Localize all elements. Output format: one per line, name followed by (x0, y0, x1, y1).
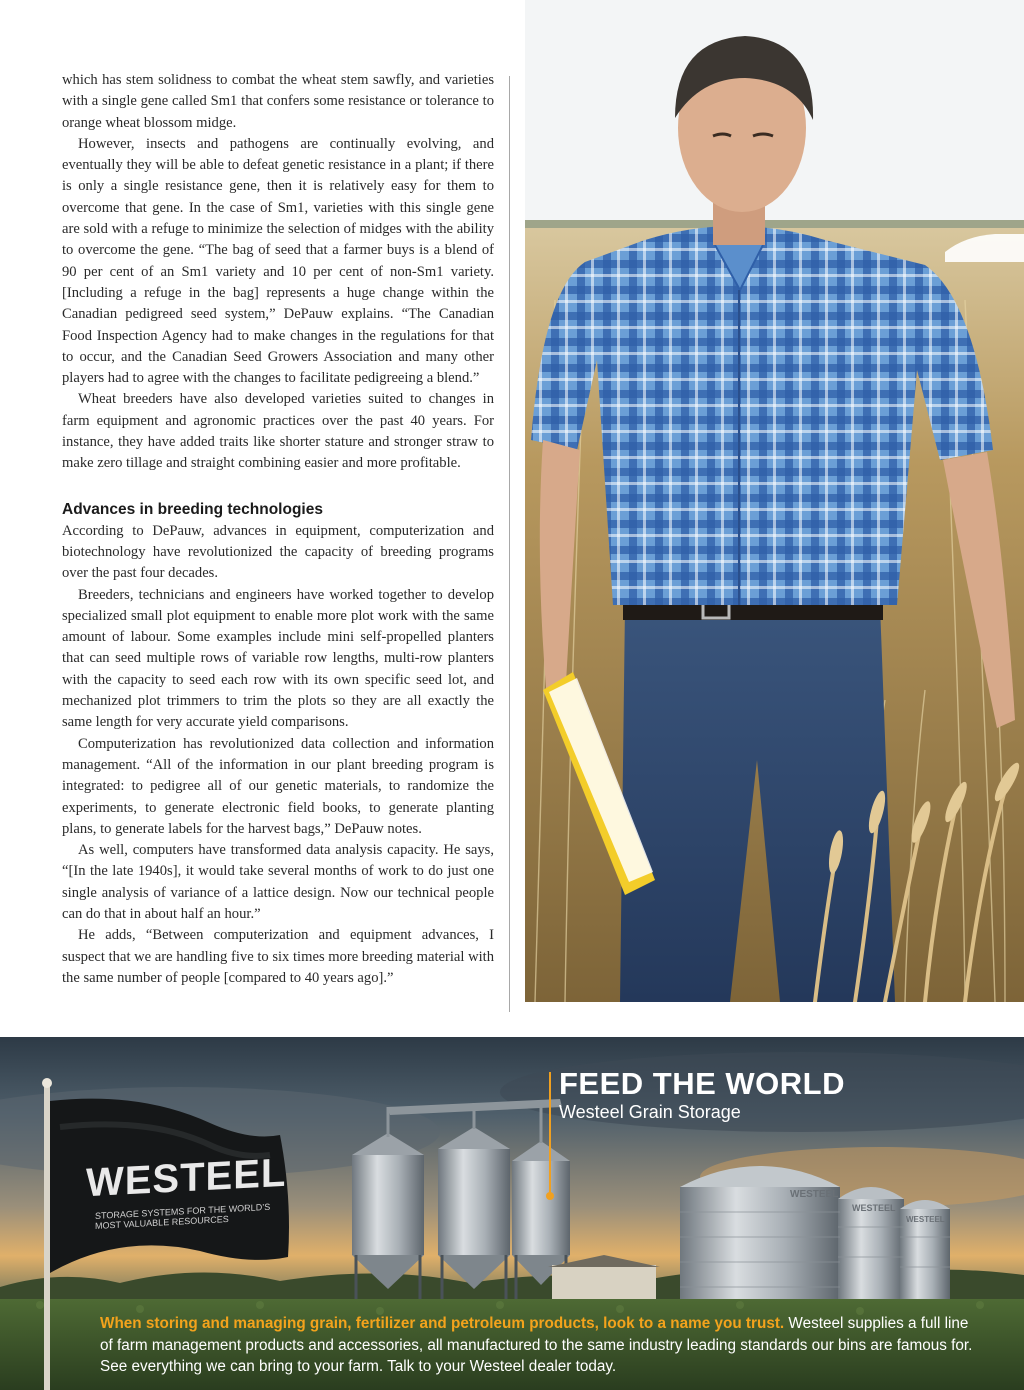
ad-subheadline: Westeel Grain Storage (559, 1102, 741, 1122)
ad-body-text (100, 1313, 980, 1378)
ad-body-rest: Westeel supplies a full line of farm management products and accessories, all manufactured to the same industry leading standards our bins are famous for. See everything we can bring to your farm. Talk to your Westeel dealer today. (100, 1315, 973, 1375)
article-column (62, 70, 494, 989)
ad-headline: FEED THE WORLD (559, 1066, 845, 1101)
article-paragraph: Breeders, technicians and engineers have worked together to develop specialized small plot equipment to enable more plot work with the same amount of labour. Some examples include mini self-propelled planters that can seed multiple rows of variable row lengths, multi-row planters with the capacity to seed each row with its own specific seed lot, and mechanized plot trimmers to trim the plots so they are all exactly the same length for very accurate yield comparisons. (62, 586, 494, 731)
bin-label: WESTEEL (852, 1203, 896, 1213)
article-paragraph: Computerization has revolutionized data collection and information management. “All of the information in our plant breeding program is integrated: to pedigree all of our genetic materials, to randomize the experiments, to generate electronic field books, to generate planting plans, to generate labels for the harvest bags,” DePauw notes. (62, 735, 494, 837)
bin-label: WESTEEL (790, 1189, 839, 1200)
flag-tagline: STORAGE SYSTEMS FOR THE WORLD’S MOST VALUABLE RESOURCES (95, 1201, 271, 1231)
article-paragraph: which has stem solidness to combat the wheat stem sawfly, and varieties with a single gene called Sm1 that confers some resistance or tolerance to orange wheat blossom midge. (62, 72, 494, 131)
ad-body-lead: When storing and managing grain, fertilizer and petroleum products, look to a name you trust. (100, 1315, 785, 1332)
article-paragraph: As well, computers have transformed data analysis capacity. He says, “[In the late 1940s], it would take several months of work to do just one single analysis of variance of a lattice design. Now our technical people can do that in about half an hour.” (62, 842, 494, 922)
accent-dot (546, 1192, 554, 1200)
article-paragraph: According to DePauw, advances in equipment, computerization and biotechnology have revolutionized the capacity of breeding programs over the past four decades. (62, 522, 494, 582)
field-photo-illustration (525, 0, 1024, 1002)
bin-label: WESTEEL (906, 1215, 945, 1224)
accent-line (549, 1072, 551, 1194)
article-paragraph: He adds, “Between computerization and equipment advances, I suspect that we are handling five to six times more breeding material with the same number of people [compared to 40 years ago].” (62, 927, 495, 986)
westeel-flag-logo: WESTEEL (86, 1150, 287, 1206)
article-paragraph: However, insects and pathogens are continually evolving, and eventually they will be able to defeat genetic resistance in a plant; if there is only a single resistance gene, then it is relatively easy for them to overcome that gene. In the case of Sm1, varieties with this single gene are sold with a refuge to minimize the selection of midges with the ability to overcome the gene. “The bag of seed that a farmer buys is a blend of 90 per cent of an Sm1 variety and 10 per cent of non-Sm1 variety. [Including a refuge in the bag] represents a huge change within the Canadian pedigreed seed system,” DePauw explains. “The Canadian Food Inspection Agency had to make changes in the regulations for that to occur, and the Canadian Seed Growers Association and many other players had to agree with the changes to facilitate pedigreeing a blend.” (62, 135, 494, 387)
column-divider (509, 76, 510, 1012)
article-paragraph: Wheat breeders have also developed varieties suited to changes in farm equipment and agronomic practices over the past 40 years. For instance, they have added traits like shorter stature and stronger straw to make zero tillage and straight combining easier and more profitable. (62, 391, 494, 472)
field-photo (525, 0, 1024, 1002)
section-heading: Advances in breeding technologies (62, 500, 323, 518)
